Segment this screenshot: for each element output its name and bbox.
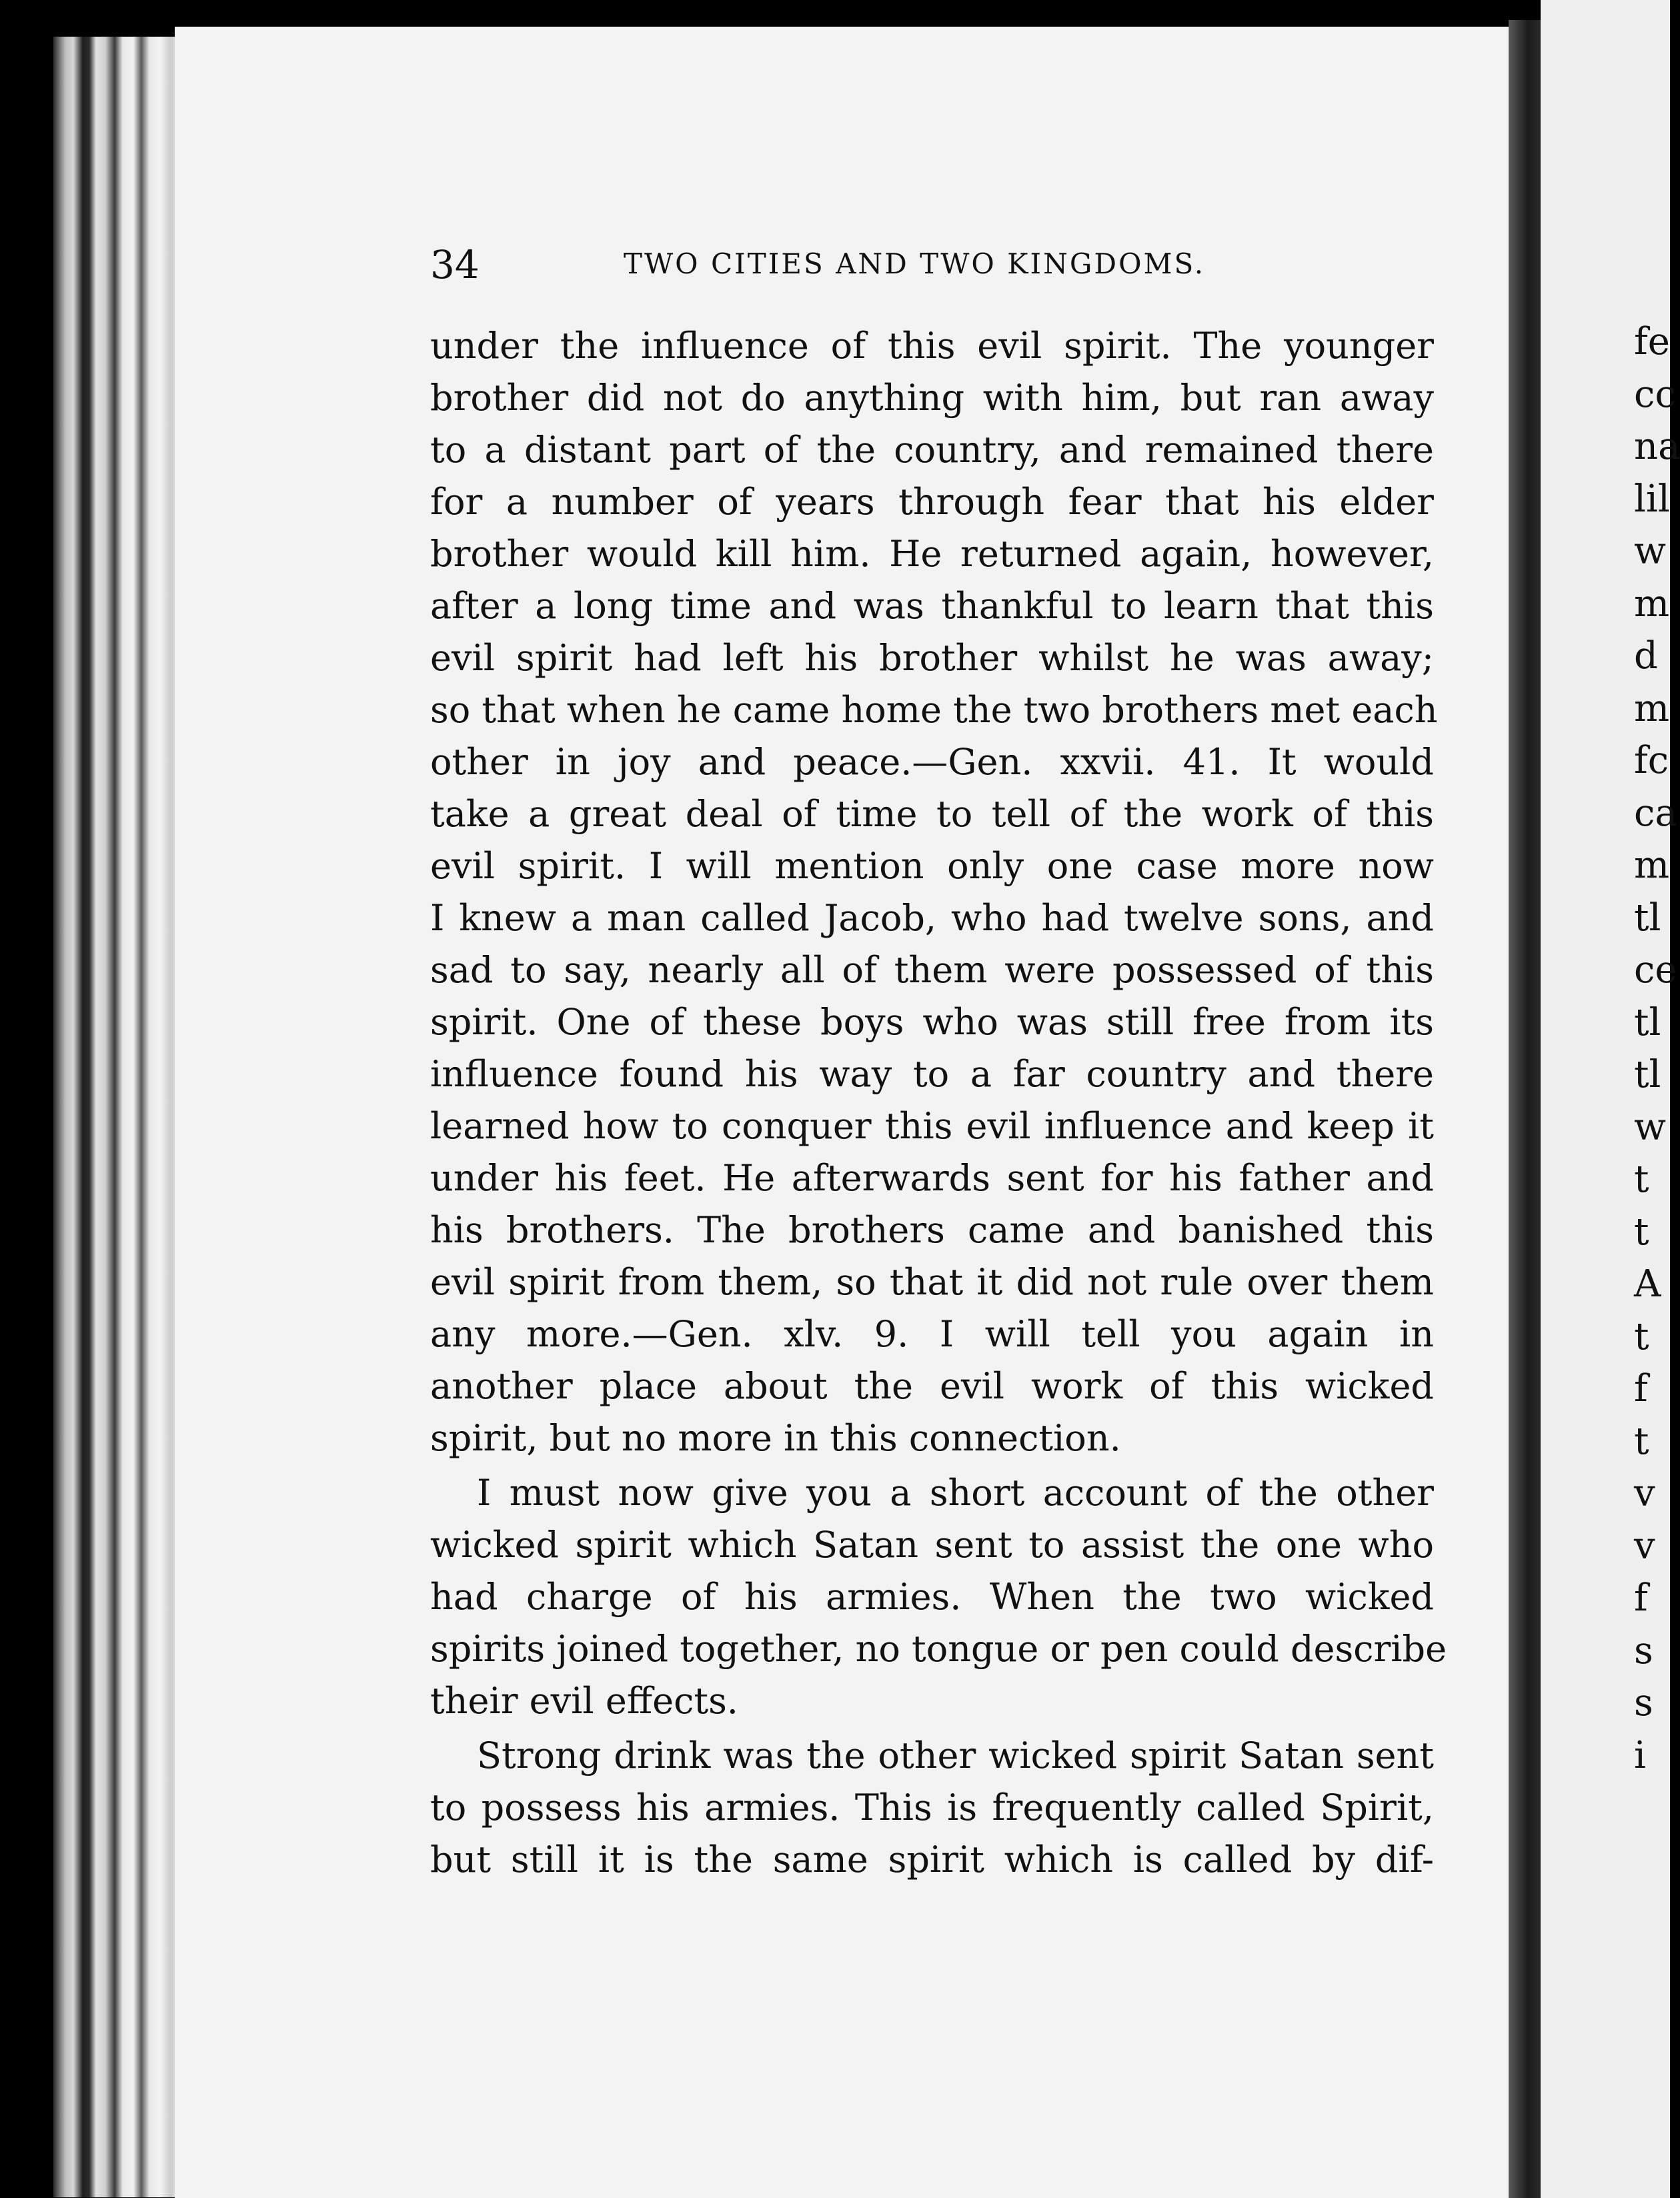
text-line: under his feet. He afterwards sent for his father and (430, 1157, 1434, 1199)
facing-page-fragment: w (1634, 529, 1666, 573)
text-line: to possess his armies. This is frequently called Spirit, (430, 1787, 1434, 1829)
facing-page-fragment: t (1634, 1419, 1649, 1463)
text-line: take a great deal of time to tell of the work of this (430, 793, 1434, 835)
facing-page-fragment: ca (1634, 791, 1677, 835)
text-line: wicked spirit which Satan sent to assist the one who (430, 1524, 1434, 1566)
book-gutter (1509, 20, 1541, 2198)
facing-page-fragment: m (1634, 686, 1670, 730)
facing-page-fragment: m (1634, 582, 1670, 626)
paragraph (430, 320, 1438, 1464)
text-line: sad to say, nearly all of them were possessed of this (430, 949, 1434, 991)
text-line: but still it is the same spirit which is called by dif- (430, 1839, 1434, 1881)
text-line: evil spirit. I will mention only one case more now (430, 845, 1434, 887)
facing-page-fragment: cc (1634, 372, 1676, 416)
facing-page-fragment: s (1634, 1681, 1653, 1725)
facing-page-fragment: v (1634, 1472, 1655, 1515)
text-line: his brothers. The brothers came and banished this (430, 1209, 1434, 1251)
page-number: 34 (430, 242, 480, 287)
facing-page-fragment: tl (1634, 1000, 1661, 1044)
text-line: so that when he came home the two brothers met each (430, 689, 1438, 731)
facing-page-fragment: f (1634, 1367, 1648, 1410)
text-line: under the influence of this evil spirit. The younger (430, 325, 1434, 367)
text-line: for a number of years through fear that his elder (430, 481, 1434, 523)
text-line: after a long time and was thankful to learn that this (430, 585, 1434, 627)
text-line: any more.—Gen. xlv. 9. I will tell you again in (430, 1313, 1434, 1355)
text-line: evil spirit had left his brother whilst he was away; (430, 637, 1434, 679)
facing-page-fragment: t (1634, 1158, 1649, 1201)
body-text (430, 320, 1447, 1886)
facing-page-fragment: i (1634, 1733, 1646, 1777)
text-line: influence found his way to a far country and there (430, 1053, 1434, 1095)
facing-page-fragment: na (1634, 425, 1680, 468)
facing-page-fragment: t (1634, 1314, 1649, 1358)
facing-page-fragment: tl (1634, 896, 1661, 940)
facing-page-fragment: A (1634, 1262, 1661, 1306)
book-page-edges (53, 37, 180, 2197)
text-line: to a distant part of the country, and remained there (430, 429, 1434, 471)
text-line: brother would kill him. He returned again, however, (430, 533, 1434, 575)
text-line: I must now give you a short account of the other (477, 1472, 1434, 1514)
facing-page-fragment: tl (1634, 1053, 1661, 1096)
facing-page-fragment: t (1634, 1210, 1649, 1254)
facing-page-fragment: fe (1634, 320, 1670, 363)
facing-page-fragment: v (1634, 1524, 1655, 1568)
text-line: spirit. One of these boys who was still free from its (430, 1001, 1434, 1043)
text-line: had charge of his armies. When the two wicked (430, 1576, 1434, 1618)
facing-page-fragment: m (1634, 844, 1670, 887)
facing-page (1541, 0, 1680, 2198)
text-line: spirit, but no more in this connection. (430, 1417, 1121, 1459)
text-line: learned how to conquer this evil influence and keep it (430, 1105, 1434, 1147)
facing-page-fragment: lil (1634, 477, 1670, 521)
facing-page-fragment: fc (1634, 739, 1669, 782)
facing-page-fragment: d (1634, 634, 1658, 678)
facing-page-fragment: w (1634, 1105, 1666, 1149)
text-line: Strong drink was the other wicked spirit Satan sent (477, 1735, 1434, 1777)
paragraph (430, 1467, 1447, 1727)
text-line: spirits joined together, no tongue or pen could describe (430, 1628, 1447, 1670)
facing-page-fragment: s (1634, 1628, 1653, 1673)
text-line: brother did not do anything with him, but ran away (430, 377, 1434, 419)
text-line: I knew a man called Jacob, who had twelve sons, and (430, 897, 1434, 939)
facing-page-fragment: f (1634, 1576, 1648, 1620)
paragraph (430, 1730, 1434, 1886)
running-head: TWO CITIES AND TWO KINGDOMS. (624, 247, 1206, 280)
text-line: evil spirit from them, so that it did not rule over them (430, 1261, 1434, 1303)
facing-page-fragment: ce (1634, 948, 1677, 992)
text-line: other in joy and peace.—Gen. xxvii. 41. It would (430, 741, 1434, 783)
text-line: their evil effects. (430, 1680, 738, 1722)
text-line: another place about the evil work of this wicked (430, 1365, 1434, 1407)
